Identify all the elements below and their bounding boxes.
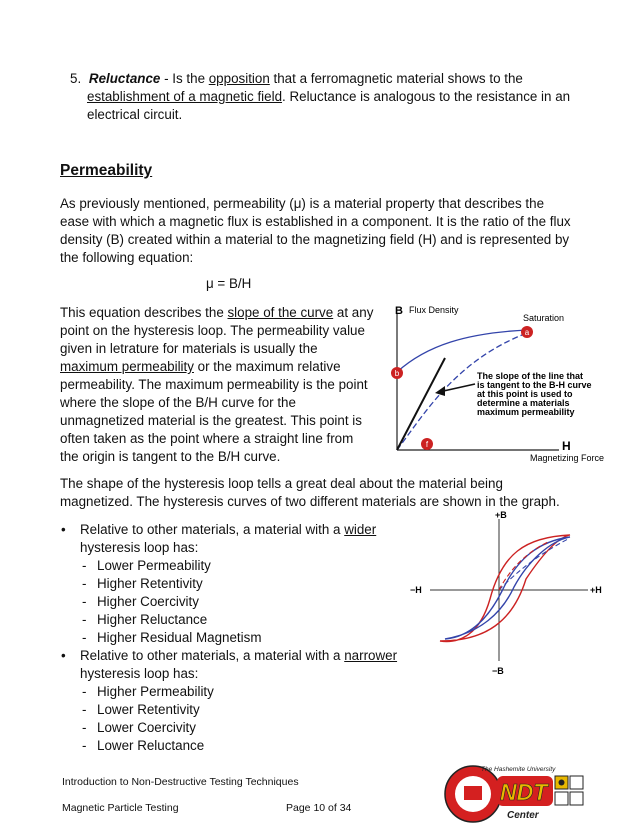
wider-line-1: [80, 521, 376, 539]
dash-w5: -: [82, 630, 87, 645]
narrower-item-3: Lower Coercivity: [97, 720, 196, 735]
dash-n2: -: [82, 702, 87, 717]
annotation-line-2: is tangent to the B-H curve: [477, 380, 592, 390]
narrower-line-1: [80, 647, 397, 665]
slope-text: This equation describes the: [60, 305, 228, 320]
reluctance-line-1: [70, 70, 523, 88]
footer-title: Introduction to Non-Destructive Testing Techniques: [62, 776, 299, 788]
magnet-icon: [570, 792, 583, 805]
narrower-line-2: hysteresis loop has:: [80, 666, 199, 681]
bullet-narrower: •: [61, 648, 66, 663]
list-number: 5.: [70, 71, 82, 86]
hysteresis-comparison-figure: [410, 509, 610, 679]
annotation-line-4: determine a materials: [477, 398, 570, 408]
bullet-wider: •: [61, 522, 66, 537]
narrower-item-4: Lower Reluctance: [97, 738, 205, 753]
shape-line-2: magnetized. The hysteresis curves of two different materials are shown in the graph.: [60, 494, 560, 509]
logo-university-text: The Hashemite University: [481, 766, 556, 773]
narrower-item-1: Higher Permeability: [97, 684, 214, 699]
annotation-line-1: The slope of the line that: [477, 371, 584, 381]
maximum-permeability-link[interactable]: maximum permeability: [60, 359, 194, 374]
reluctance-line-3: electrical circuit.: [87, 107, 183, 122]
test-icon-2: [555, 792, 568, 805]
dash-w1: -: [82, 558, 87, 573]
slope-line-7: unmagnetized material is the greatest. This point is: [60, 413, 362, 428]
slope-line-3: given in letrature for materials is usually the: [60, 341, 318, 356]
shape-line-1: The shape of the hysteresis loop tells a great deal about the material being: [60, 476, 503, 491]
annotation-line-5: maximum permeability: [477, 407, 575, 417]
h-axis-label: H: [562, 439, 571, 453]
annotation-arrowhead: [435, 386, 445, 396]
point-a-label: a: [524, 328, 530, 337]
b-axis-label: B: [395, 305, 403, 317]
narrower-link[interactable]: narrower: [344, 648, 398, 663]
test-icon-1: [570, 776, 583, 789]
point-b-label: b: [394, 369, 400, 378]
magnetizing-force-label: Magnetizing Force: [530, 453, 605, 463]
slope-line-6: where the slope of the B/H curve for the: [60, 395, 296, 410]
wide-loop-red: [440, 535, 570, 642]
wider-item-1: Lower Permeability: [97, 558, 211, 573]
reluctance-term: Reluctance: [88, 71, 161, 86]
slope-text-2: at any: [333, 305, 374, 320]
annotation-line-3: at this point is used to: [477, 389, 573, 399]
narrower-item-2: Lower Retentivity: [97, 702, 200, 717]
logo-center-text: Center: [507, 810, 539, 821]
minus-h-label: −H: [410, 585, 422, 595]
point-f-label: f: [425, 440, 429, 449]
reluctance-line-2: [87, 88, 570, 106]
reluctance-text: that a ferromagnetic material shows to the: [269, 71, 523, 86]
intro-line-4: the following equation:: [60, 250, 194, 265]
dash-w4: -: [82, 612, 87, 627]
narrower-text: Relative to other materials, a material with a: [80, 648, 345, 663]
equation: μ = B/H: [206, 276, 252, 291]
opposition-link[interactable]: opposition: [208, 71, 270, 86]
wider-item-2: Higher Retentivity: [97, 576, 203, 591]
slope-line-1: [60, 304, 373, 322]
dash-w3: -: [82, 594, 87, 609]
maxperm-text: or the maximum relative: [193, 359, 341, 374]
seal-emblem: [464, 786, 482, 800]
slope-line-8: often taken as the point where a straight line from: [60, 431, 354, 446]
tangent-line: [394, 358, 445, 450]
flux-density-label: Flux Density: [409, 305, 459, 315]
permeability-heading: Permeability: [60, 162, 153, 179]
initial-curve-blue-dashed: [499, 539, 568, 590]
hysteresis-upper-branch: [397, 330, 527, 372]
slope-link[interactable]: slope of the curve: [227, 305, 334, 320]
logo-ndt-text: NDT: [500, 779, 548, 805]
bh-curve-figure: [387, 300, 617, 463]
minus-b-label: −B: [492, 666, 504, 676]
slope-line-5: permeability. The maximum permeability is the point: [60, 377, 368, 392]
intro-line-1: As previously mentioned, permeability (μ) is a material property that describes the: [60, 196, 545, 211]
slope-line-9: the origin is tangent to the B/H curve.: [60, 449, 281, 464]
wider-item-4: Higher Reluctance: [97, 612, 208, 627]
establishment-link[interactable]: establishment of a magnetic field: [87, 89, 283, 104]
footer-page: Page 10 of 34: [286, 802, 352, 814]
saturation-label: Saturation: [523, 313, 565, 323]
radiation-icon-center: [559, 780, 565, 786]
slope-line-4: [60, 358, 341, 376]
dash-n3: -: [82, 720, 87, 735]
wider-text: Relative to other materials, a material with a: [80, 522, 345, 537]
dash-w2: -: [82, 576, 87, 591]
dash-n4: -: [82, 738, 87, 753]
reluctance-dash: - Is the: [160, 71, 209, 86]
wider-line-2: hysteresis loop has:: [80, 540, 199, 555]
wider-link[interactable]: wider: [344, 522, 377, 537]
plus-h-label: +H: [590, 585, 602, 595]
plus-b-label: +B: [495, 510, 507, 520]
narrow-loop-blue: [445, 537, 570, 639]
reluctance-text-2: . Reluctance is analogous to the resistance in an: [282, 89, 571, 104]
wider-item-3: Higher Coercivity: [97, 594, 199, 609]
footer-left: Magnetic Particle Testing: [62, 802, 179, 814]
ndt-center-logo: [443, 762, 585, 824]
intro-line-3: density (B) created within a material to the magnetizing field (H) and is represented by: [60, 232, 570, 247]
wider-item-5: Higher Residual Magnetism: [97, 630, 262, 645]
intro-line-2: ease with which a magnetic flux is established in a component. It is the ratio of the flux: [60, 214, 571, 229]
dash-n1: -: [82, 684, 87, 699]
slope-line-2: point on the hysteresis loop. The permeability value: [60, 323, 365, 338]
